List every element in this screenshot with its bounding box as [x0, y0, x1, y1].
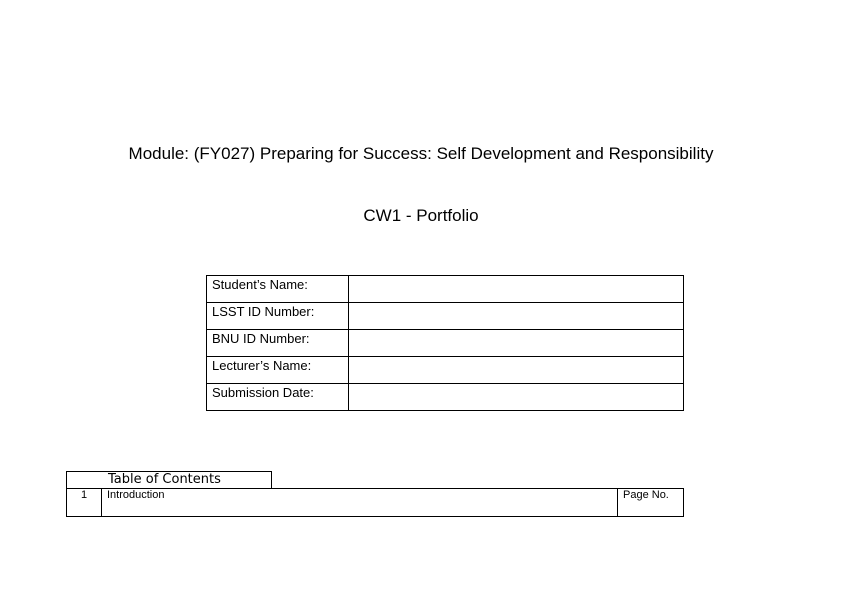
- lecturer-name-label: Lecturer’s Name:: [207, 357, 349, 384]
- toc-heading: Table of Contents: [66, 471, 272, 488]
- submission-date-label: Submission Date:: [207, 384, 349, 411]
- table-row: [207, 276, 684, 303]
- toc-number: 1: [67, 489, 102, 517]
- lsst-id-label: LSST ID Number:: [207, 303, 349, 330]
- student-name-field[interactable]: [349, 276, 684, 303]
- toc-row: [67, 489, 684, 517]
- submission-date-field[interactable]: [349, 384, 684, 411]
- student-info-table: [206, 275, 684, 411]
- lsst-id-field[interactable]: [349, 303, 684, 330]
- bnu-id-label: BNU ID Number:: [207, 330, 349, 357]
- lecturer-name-field[interactable]: [349, 357, 684, 384]
- bnu-id-field[interactable]: [349, 330, 684, 357]
- student-name-label: Student’s Name:: [207, 276, 349, 303]
- table-row: [207, 330, 684, 357]
- table-row: [207, 357, 684, 384]
- table-row: [207, 303, 684, 330]
- toc-entry[interactable]: Introduction: [102, 489, 618, 517]
- table-row: [207, 384, 684, 411]
- toc-page-number: Page No.: [618, 489, 684, 517]
- module-title: Module: (FY027) Preparing for Success: Self Development and Responsibility: [128, 144, 714, 163]
- coursework-title: CW1 - Portfolio: [363, 206, 479, 225]
- toc-table: [66, 488, 684, 517]
